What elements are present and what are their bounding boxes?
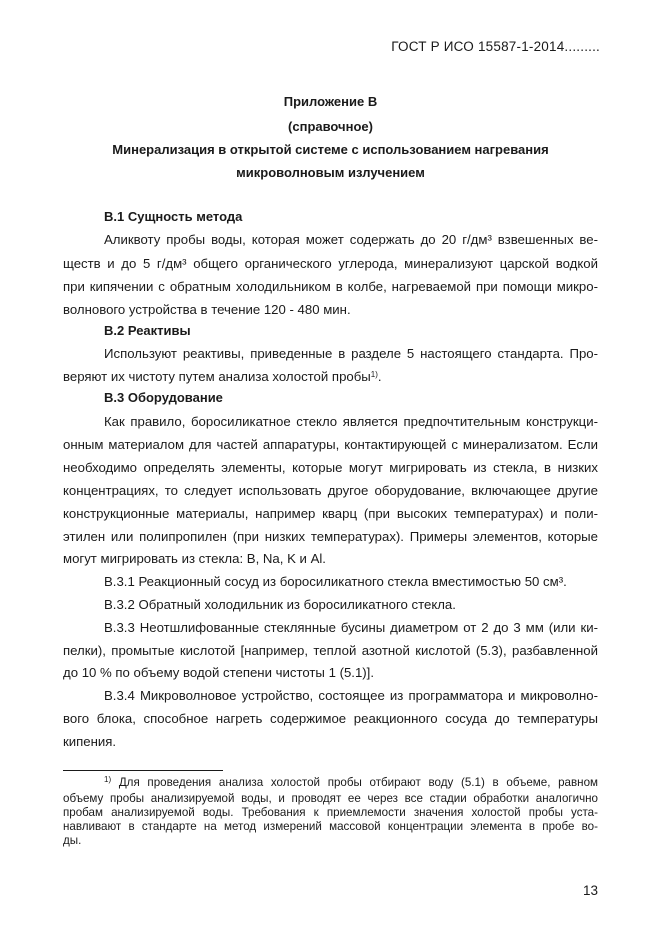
- section-b3-heading: В.3 Оборудование: [104, 390, 223, 405]
- footnote-line-text: Для проведения анализа холостой пробы отбирают воду (5.1) в объеме, равном: [118, 776, 598, 789]
- section-b2-line-text: веряют их чистоту путем анализа холостой пробы: [63, 369, 371, 384]
- section-b1-line: Аликвоту пробы воды, которая может содержать до 20 г/дм³ взвешенных ве-: [104, 232, 598, 247]
- section-b2-line: Используют реактивы, приведенные в разделе 5 настоящего стандарта. Про-: [104, 346, 598, 361]
- section-b3-line: необходимо определять элементы, которые могут мигрировать из стекла, в низких: [63, 460, 598, 475]
- section-b3-line: могут мигрировать из стекла: B, Na, K и Al.: [63, 551, 326, 566]
- footnote-marker: 1): [104, 775, 112, 784]
- section-b1-line: ществ и до 5 г/дм³ общего органического углерода, минерализуют царской водкой: [63, 256, 598, 271]
- footnote-line: [104, 776, 598, 790]
- item-b3-4-line: вого блока, способное нагреть содержимое реакционного сосуда до температуры: [63, 711, 598, 726]
- section-b1-line: волнового устройства в течение 120 - 480 мин.: [63, 302, 351, 317]
- item-b3-1: В.3.1 Реакционный сосуд из боросиликатного стекла вместимостью 50 см³.: [104, 574, 567, 589]
- appendix-type: (справочное): [288, 119, 373, 134]
- footnote-line: навливают в стандарте на метод измерений массовой концентрации элемента в пробе во-: [63, 820, 598, 833]
- section-b3-line: концентрациях, то следует использовать другое оборудование, включающее другие: [63, 483, 598, 498]
- section-b1-line: при кипячении с обратным холодильником в колбе, нагреваемой при помощи микро-: [63, 279, 598, 294]
- item-b3-3-line: В.3.3 Неотшлифованные стеклянные бусины диаметром от 2 до 3 мм (или ки-: [104, 620, 598, 635]
- footnote-divider: [63, 770, 223, 771]
- footnote-line: объему пробы анализируемой воды, и проводят ее через все стадии обработки аналогично: [63, 792, 598, 805]
- appendix-heading-line-2: микроволновым излучением: [236, 165, 425, 180]
- item-b3-2: В.3.2 Обратный холодильник из боросиликатного стекла.: [104, 597, 456, 612]
- section-b2-line: [63, 369, 598, 385]
- item-b3-4-line: В.3.4 Микроволновое устройство, состоящее из программатора и микроволно-: [104, 688, 598, 703]
- item-b3-4-line: кипения.: [63, 734, 117, 749]
- section-b2-line-end: .: [377, 369, 382, 384]
- section-b3-line: конструкционные материалы, например кварц (при высоких температурах) и поли-: [63, 506, 598, 521]
- footnote-line: ды.: [63, 834, 82, 847]
- section-b3-line: онным материалом для частей аппаратуры, контактирующей с минерализатом. Если: [63, 437, 598, 452]
- footnote-line: пробам анализируемой воды. Требования к приемлемости значения холостой пробы уста-: [63, 806, 598, 819]
- appendix-heading-line-1: Минерализация в открытой системе с использованием нагревания: [112, 142, 549, 157]
- page-number: 13: [582, 883, 598, 898]
- section-b1-heading: В.1 Сущность метода: [104, 209, 243, 224]
- section-b2-heading: В.2 Реактивы: [104, 323, 191, 338]
- footnote-reference: 1): [370, 370, 378, 379]
- item-b3-3-line: пелки), промытые кислотой [например, теплой азотной кислотой (5.3), разбавленной: [63, 643, 598, 658]
- appendix-title: Приложение В: [283, 94, 378, 109]
- section-b3-line: этилен или полипропилен (при низких температурах). Примеры элементов, которые: [63, 529, 598, 544]
- item-b3-3-line: до 10 % по объему водой степени чистоты 1 (5.1)].: [63, 665, 375, 680]
- document-code: ГОСТ Р ИСО 15587-1-2014.........: [391, 39, 600, 54]
- section-b3-line: Как правило, боросиликатное стекло является предпочтительным конструкци-: [104, 414, 598, 429]
